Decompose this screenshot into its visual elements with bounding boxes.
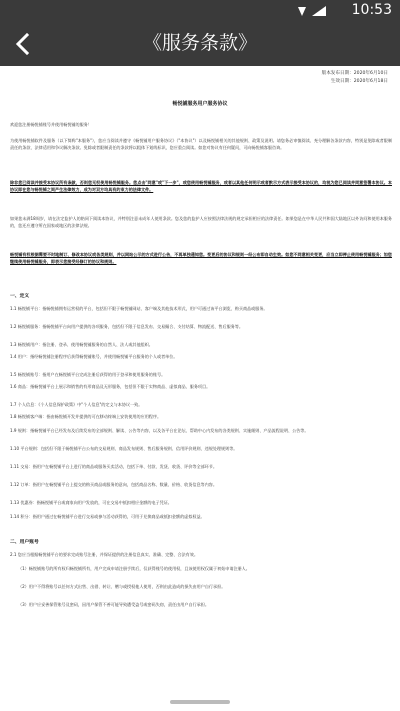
navigation-handle[interactable] [170, 700, 230, 704]
section-1-item: 1.4 用户：指经畅悦铺注册程序后获得畅悦铺账号，并使用畅悦铺平台服务的个人或者单位。 [10, 354, 178, 359]
status-bar [0, 0, 400, 22]
signal-wifi-battery-icons [296, 4, 336, 18]
document-title: 畅悦铺服务用户服务协议 [172, 101, 228, 107]
section-1-item: 1.5 畅悦铺账号：指用户在畅悦铺平台完成注册后获得的用于登录和使用服务的账号。 [10, 372, 166, 377]
section-1-item: 1.11 交易：指用户在畅悦铺平台上进行的商品或服务买卖活动，包括下单、付款、发货、收货、评价等全部环节。 [10, 464, 217, 469]
section-1-heading: 一、定义 [10, 294, 30, 299]
section-2-item: （1）畅悦铺账号的所有权归畅悦铺所有，用户完成申请注册手续后，仅获得账号的使用权，且该使用权仅属于初始申请注册人。 [18, 566, 250, 571]
intro-paragraph-4: 畅悦铺有权根据需要不时地制订、修改本协议或各类规则，并以网站公示的方式进行公告，不再单独通知您。变更后的协议和规则一经公布即自动生效。如您不同意相关变更，应当立即停止使用畅悦铺服务；如您继续使用畅悦铺服务，即表示您接受经修订的协议和规则。 [10, 252, 392, 264]
section-1-item: 1.9 规则：指畅悦铺平台已经发布及后续发布的全部规则、解读、公告等内容，以及各平台在论坛、帮助中心内发布的各类规则、实施细则、产品流程说明、公告等。 [10, 428, 309, 433]
section-1-item: 1.6 商品：指畅悦铺平台上展示和销售的有形商品及无形服务，包括但不限于实物商品、虚拟商品、服务项目。 [10, 384, 211, 389]
section-1-item: 1.13 优惠券：指畅悦铺平台或商家向用户发放的，可在交易中抵扣相应金额的电子凭证。 [10, 500, 172, 505]
section-1-item: 1.14 积分：指用户通过在畅悦铺平台进行交易或参与活动获得的，可用于兑换商品或抵扣金额的虚拟权益。 [10, 514, 205, 519]
version-info [322, 70, 388, 86]
section-1-item: 1.12 订单：指用户在畅悦铺平台上提交的购买商品或服务的意向，包括商品名称、数量、价格、收货信息等内容。 [10, 482, 217, 487]
back-button[interactable] [6, 26, 40, 62]
section-1-item: 1.2 畅悦铺服务：指畅悦铺平台向用户提供的各项服务，包括但不限于信息发布、交易撮合、支付结算、物流配送、售后服务等。 [10, 324, 243, 329]
intro-paragraph-1: 为使用畅悦铺软件及服务（以下简称"本服务"），您应当阅读并遵守《畅悦铺用户服务协议》（"本协议"）以及畅悦铺相关的其他规则、政策及说明。请您务必审慎阅读、充分理解各条款内容，特别是免除或者限制责任的条款、法律适用和争议解决条款。免除或者限制责任的条款将以粗体下划线标识，您应重点阅读。如您对协议有任何疑问，可向畅悦铺客服咨询。 [10, 138, 392, 150]
terms-document[interactable] [0, 66, 400, 711]
section-2-item: 2.1 您应当根据畅悦铺平台的要求完成账号注册，并保证提供的注册信息真实、准确、完整、合法有效。 [10, 552, 198, 557]
version-release-date: 版本发布日期：2020年6月10日 [321, 71, 388, 76]
version-effective-date: 生效日期：2020年6月18日 [330, 79, 388, 84]
section-2-item: （2）用户不得将账号以任何方式出售、出借、转让、赠与或授权他人使用，否则由此造成的损失由用户自行承担。 [18, 584, 226, 589]
section-1-item: 1.3 畅悦铺用户：指注册、登录、使用畅悦铺服务的自然人、法人或其他组织。 [10, 342, 153, 347]
section-2-heading: 二、用户账号 [10, 540, 39, 545]
page-title: 《服务条款》 [142, 32, 257, 54]
intro-paragraph-3: 如果您未满18周岁，请在法定监护人的陪同下阅读本协议，并特别注意未成年人使用条款。您及您的监护人应按照法律法规的规定承担相应的法律责任。如果您是在中华人民共和国大陆地区以外访问和使用本服务的，您还应遵守所在国家或地区的法律法规。 [10, 216, 392, 228]
section-1-item: 1.10 平台规则：包括但不限于畅悦铺平台公布的交易规则、商品发布规则、售后服务规则、信用评价规则、违规处理规则等。 [10, 446, 238, 451]
status-time: 10:53 [351, 2, 392, 18]
app-bar [0, 22, 400, 66]
section-2-item: （3）用户应妥善保管账号及密码，因用户保管不善可能导致遭受盗号或密码失窃，责任由用户自行承担。 [18, 602, 209, 607]
intro-paragraph-2: 除非您已阅读并接受本协议所有条款，否则您无权使用畅悦铺服务。您点击"同意"或"下一步"，或您使用畅悦铺服务，或者以其他任何明示或者默示方式表示接受本协议的，均视为您已阅读并同意签署本协议。本协议即在您与畅悦铺之间产生法律效力，成为对双方均具有约束力的法律文件。 [10, 180, 392, 192]
chevron-left-icon [6, 26, 40, 62]
section-1-item: 1.1 畅悦铺平台：指畅悦铺拥有运营权的平台，包括但不限于畅悦铺网站、客户端及其他技术形式，用户可通过该平台浏览、购买商品或服务。 [10, 306, 268, 311]
welcome-text: 欢迎您注册畅悦铺账号并使用畅悦铺的服务！ [10, 122, 92, 127]
section-1-item: 1.7 个人信息：《个人信息保护政策》中"个人信息"的定义与本协议一致。 [10, 402, 143, 407]
section-1-item: 1.8 畅悦铺客户端：指由畅悦铺开发并提供的可在移动终端上安装使用的应用程序。 [10, 414, 162, 419]
